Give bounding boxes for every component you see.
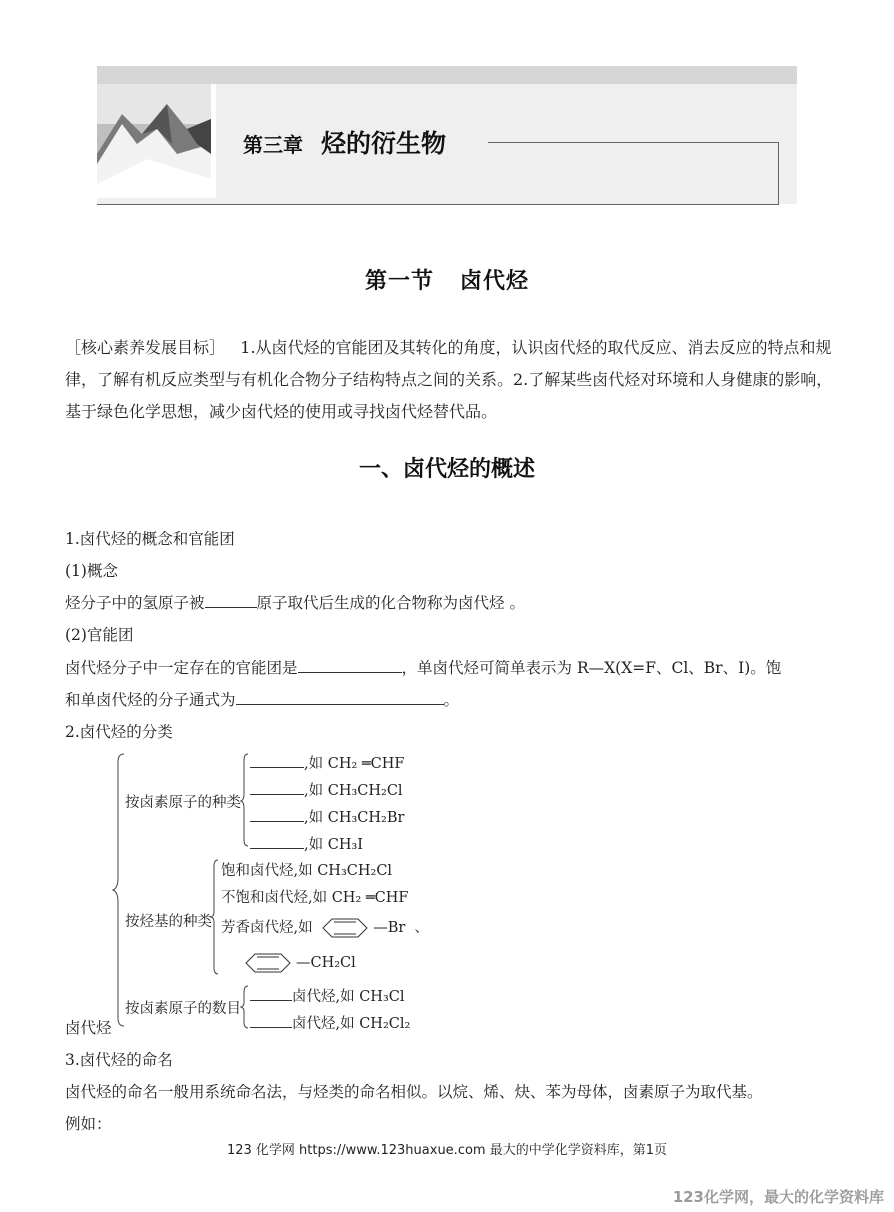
item-3-title: 3.卤代烃的命名 (65, 1051, 173, 1069)
item-1b-title: (2)官能团 (65, 626, 134, 644)
benzene-ring-icon (240, 952, 296, 974)
goals-label: ［核心素养发展目标］ (65, 338, 226, 357)
aromatic-sub-ch2cl: —CH₂Cl (296, 955, 356, 971)
blank-halogen-3[interactable] (250, 807, 304, 822)
by-hydrocarbon-label: 按烃基的种类 (125, 914, 212, 930)
count-example-1: 卤代烃,如 CH₃Cl (292, 989, 405, 1005)
goals-text: 1.从卤代烃的官能团及其转化的角度，认识卤代烃的取代反应、消去反应的特点和规律，了解有机反应类型与有机化合物分子结构特点之间的关系。2.了解某些卤代烃对环境和人身健康的影响，基于绿色化学思想，减少卤代烃的使用或寻找卤代烃替代品。 (65, 338, 833, 421)
item-1b-text-2 (65, 688, 459, 710)
item-3-example: 例如： (65, 1115, 112, 1133)
core-goals (65, 332, 835, 428)
root-brace (112, 752, 126, 1028)
by-halogen-label: 按卤素原子的种类 (125, 795, 241, 811)
tree-root-label: 卤代烃 (65, 1019, 112, 1037)
concept-pre: 烃分子中的氢原子被 (65, 594, 205, 612)
item-2-title: 2.卤代烃的分类 (65, 723, 173, 741)
halogen-example-2: ,如 CH₃CH₂Cl (304, 783, 403, 799)
aromatic-sub-br: —Br (373, 920, 406, 936)
aromatic-label: 芳香卤代烃,如 (221, 920, 313, 936)
watermark: 123化学网，最大的化学资料库 (672, 1188, 884, 1206)
banner-frame-line (488, 142, 779, 205)
benzene-ring-icon (317, 917, 373, 939)
blank-halogen-2[interactable] (250, 780, 304, 795)
formula-pre: 和单卤代烃的分子通式为 (65, 691, 236, 709)
banner-divider (211, 84, 216, 198)
mountain-image (97, 84, 211, 198)
item-1a-text (65, 591, 525, 613)
blank-count-1[interactable] (250, 986, 292, 1001)
halogen-item-2 (250, 779, 403, 800)
halogen-example-3: ,如 CH₃CH₂Br (304, 810, 405, 826)
page-footer: 123 化学网 https://www.123huaxue.com 最大的中学化学资料库，第1页 (226, 1143, 667, 1158)
aromatic-item-2 (240, 952, 356, 974)
blank-general-formula[interactable] (236, 690, 444, 705)
group-pre: 卤代烃分子中一定存在的官能团是 (65, 659, 298, 677)
formula-post: 。 (443, 691, 460, 709)
group-post: ，单卤代烃可简单表示为 R—X(X=F、Cl、Br、I)。饱 (401, 659, 782, 677)
hydrocarbon-brace (210, 858, 220, 976)
section-name: 卤代烃 (460, 268, 530, 294)
halogen-example-1: ,如 CH₂ ═CHF (304, 756, 405, 772)
halogen-example-4: ,如 CH₃I (304, 837, 363, 853)
halogen-item-4 (250, 833, 363, 854)
unsaturated-item: 不饱和卤代烃,如 CH₂ ═CHF (221, 890, 409, 906)
count-example-2: 卤代烃,如 CH₂Cl₂ (292, 1016, 411, 1032)
blank-functional-group[interactable] (298, 658, 402, 673)
blank-count-2[interactable] (250, 1013, 292, 1028)
section-number: 第一节 (364, 268, 434, 294)
item-1a-title: (1)概念 (65, 562, 118, 580)
blank-halogen-4[interactable] (250, 834, 304, 849)
banner-top-shade (97, 66, 797, 85)
count-item-1 (250, 985, 405, 1006)
count-item-2 (250, 1012, 410, 1033)
aromatic-item (221, 916, 429, 939)
aromatic-sep: 、 (414, 920, 430, 936)
concept-post: 原子取代后生成的化合物称为卤代烃 。 (256, 594, 525, 612)
item-1-title: 1.卤代烃的概念和官能团 (65, 530, 235, 548)
halogen-item-3 (250, 806, 404, 827)
halogen-brace (240, 752, 250, 848)
saturated-item: 饱和卤代烃,如 CH₃CH₂Cl (221, 863, 393, 879)
item-3-text: 卤代烃的命名一般用系统命名法，与烃类的命名相似。以烷、烯、炔、苯为母体，卤素原子为取代基。 (65, 1083, 763, 1101)
chapter-title: 烃的衍生物 (321, 129, 447, 158)
chapter-label: 第三章 (243, 133, 303, 157)
blank-halogen-1[interactable] (250, 753, 304, 768)
section-title (0, 264, 894, 295)
banner-bottom-line (97, 204, 779, 205)
halogen-item-1 (250, 752, 404, 773)
blank-halogen[interactable] (205, 593, 257, 608)
count-brace (240, 984, 250, 1030)
item-1b-text (65, 656, 781, 678)
by-count-label: 按卤素原子的数目 (125, 1001, 241, 1017)
chapter-heading (243, 124, 446, 160)
heading-overview: 一、卤代烃的概述 (358, 457, 535, 482)
